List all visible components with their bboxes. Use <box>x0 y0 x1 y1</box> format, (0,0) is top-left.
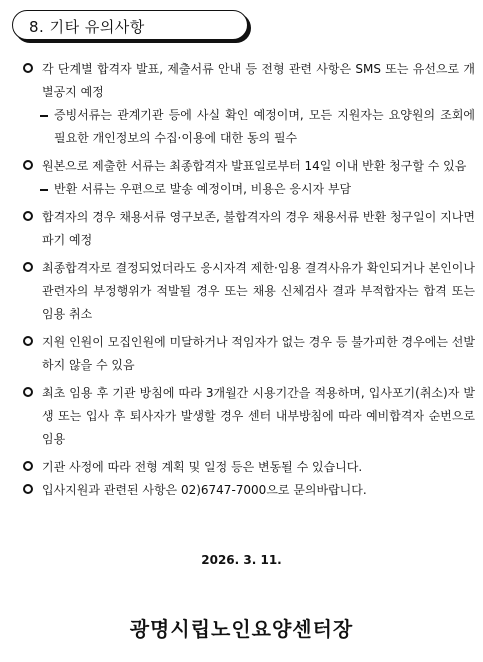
circle-bullet-icon <box>23 461 33 471</box>
list-item-text: 원본으로 제출한 서류는 최종합격자 발표일로부터 14일 이내 반환 청구할 수 있음 <box>42 159 467 173</box>
section-title-box <box>12 10 248 40</box>
list-sub-item <box>20 104 475 150</box>
list-item <box>20 155 475 178</box>
circle-bullet-icon <box>23 336 33 346</box>
list-item <box>20 331 475 377</box>
list-item-text: 지원 인원이 모집인원에 미달하거나 적임자가 없는 경우 등 불가피한 경우에는 선발하지 않을 수 있음 <box>42 335 475 372</box>
list-item <box>20 456 475 479</box>
circle-bullet-icon <box>23 484 33 494</box>
list-item-text: 증빙서류는 관계기관 등에 사실 확인 예정이며, 모든 지원자는 요양원의 조회에 필요한 개인정보의 수집·이용에 대한 동의 필수 <box>54 108 475 145</box>
circle-bullet-icon <box>23 63 33 73</box>
organization-signature: 광명시립노인요양센터장 <box>129 617 354 641</box>
list-item <box>20 58 475 104</box>
list-item-text: 기관 사정에 따라 전형 계획 및 일정 등은 변동될 수 있습니다. <box>42 460 363 474</box>
list-item-text: 각 단계별 합격자 발표, 제출서류 안내 등 전형 관련 사항은 SMS 또는 유선으로 개별공지 예정 <box>42 62 475 99</box>
circle-bullet-icon <box>23 211 33 221</box>
list-item <box>20 206 475 252</box>
list-item-text: 합격자의 경우 채용서류 영구보존, 불합격자의 경우 채용서류 반환 청구일이 지나면 파기 예정 <box>42 210 475 247</box>
notice-list <box>20 58 475 502</box>
list-item <box>20 479 475 502</box>
circle-bullet-icon <box>23 387 33 397</box>
dash-bullet-icon <box>40 115 48 117</box>
section-title: 8. 기타 유의사항 <box>29 18 145 36</box>
list-item-text: 입사지원과 관련된 사항은 02)6747-7000으로 문의바랍니다. <box>42 483 367 497</box>
announcement-date: 2026. 3. 11. <box>201 553 282 567</box>
dash-bullet-icon <box>40 189 48 191</box>
list-item-text: 반환 서류는 우편으로 발송 예정이며, 비용은 응시자 부담 <box>54 182 352 196</box>
list-item-text: 최초 임용 후 기관 방침에 따라 3개월간 시용기간을 적용하며, 입사포기(취소)자 발생 또는 입사 후 퇴사자가 발생할 경우 센터 내부방침에 따라 예비합격자 순번으로 임용 <box>42 386 475 446</box>
list-item <box>20 382 475 451</box>
circle-bullet-icon <box>23 262 33 272</box>
list-item-text: 최종합격자로 결정되었더라도 응시자격 제한·임용 결격사유가 확인되거나 본인이나 관련자의 부정행위가 적발될 경우 또는 채용 신체검사 결과 부적합자는 합격 또는 임용 취소 <box>42 261 475 321</box>
list-sub-item <box>20 178 475 201</box>
circle-bullet-icon <box>23 160 33 170</box>
list-item <box>20 257 475 326</box>
